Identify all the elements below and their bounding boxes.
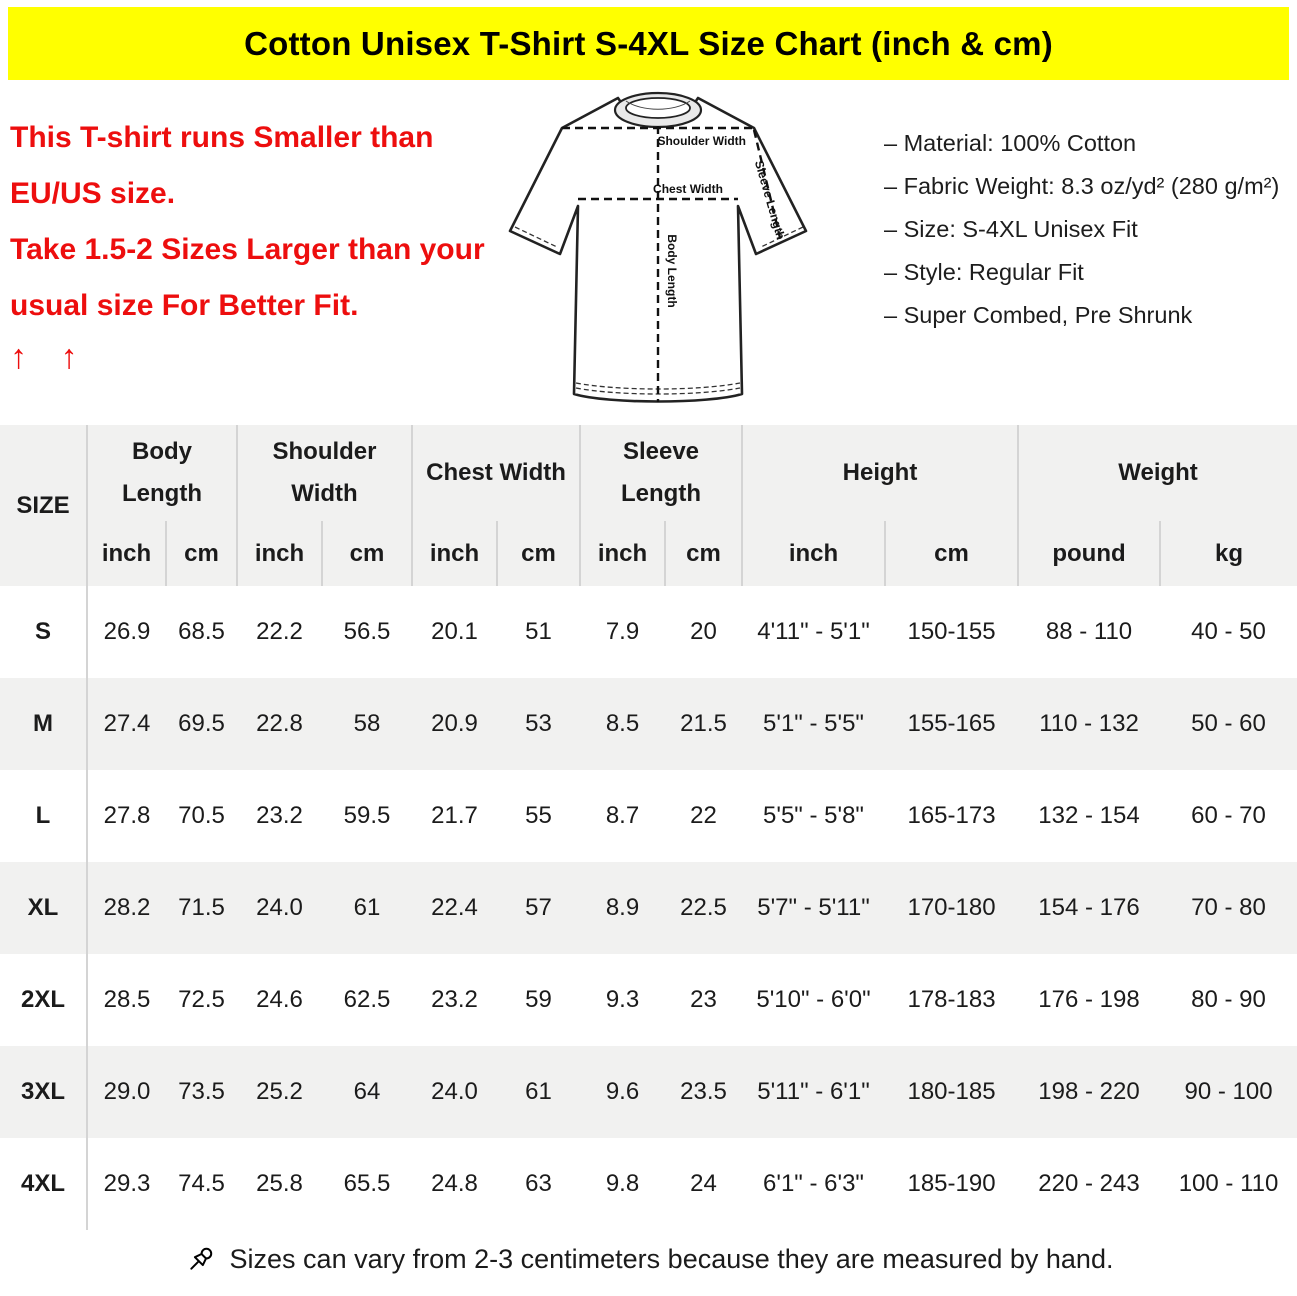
unit-header: inch (742, 521, 885, 586)
cell: 20 (690, 618, 717, 645)
unit-header: inch (87, 521, 166, 586)
table-row-4xl (0, 1138, 1297, 1230)
unit-header: pound (1018, 521, 1160, 586)
cell: 23.5 (680, 1078, 727, 1105)
spec-item-combed: – Super Combed, Pre Shrunk (884, 302, 1193, 328)
tshirt-measurement-diagram (498, 86, 820, 423)
body-length-label: Body Length (665, 234, 679, 308)
unit-header: cm (322, 521, 412, 586)
notice-line-2: Take 1.5-2 Sizes Larger than your usual size For Better Fit. (10, 233, 485, 322)
cell: 70 - 80 (1191, 894, 1266, 921)
cell: 7.9 (605, 618, 640, 645)
header-group-height: Height (742, 425, 1018, 521)
cell: 5'1" - 5'5" (763, 710, 864, 737)
cell: 8.5 (605, 710, 640, 737)
cell: 24.8 (431, 1170, 478, 1197)
cell: 59 (525, 986, 552, 1013)
header-group-body-length: Body Length (87, 425, 237, 521)
cell: 61 (353, 894, 381, 921)
cell: 24.0 (256, 894, 303, 921)
cell: 28.2 (103, 894, 151, 921)
cell: 185-190 (907, 1170, 996, 1197)
cell: 155-165 (907, 710, 996, 737)
cell: 4'11" - 5'1" (757, 618, 870, 645)
unit-header: cm (885, 521, 1018, 586)
cell: 24.0 (431, 1078, 478, 1105)
cell: 40 - 50 (1191, 618, 1266, 645)
cell: 22.4 (431, 894, 478, 921)
size-label: 2XL (0, 954, 87, 1046)
footnote-text: Sizes can vary from 2-3 centimeters because they are measured by hand. (229, 1244, 1114, 1274)
page-title: Cotton Unisex T-Shirt S-4XL Size Chart (inch & cm) (244, 24, 1053, 62)
collar-inner (626, 98, 690, 118)
chest-width-label: Chest Width (653, 182, 723, 196)
cell: 23.2 (431, 986, 478, 1013)
cell: 5'7" - 5'11" (757, 894, 870, 921)
table-row-s (0, 586, 1297, 678)
cell: 26.9 (103, 618, 151, 645)
cell: 5'11" - 6'1" (757, 1078, 870, 1105)
cell: 5'5" - 5'8" (763, 802, 864, 829)
size-label: S (0, 586, 87, 678)
cell: 69.5 (178, 710, 225, 737)
hero-section (0, 80, 1297, 425)
cell: 9.6 (605, 1078, 640, 1105)
unit-header: cm (665, 521, 742, 586)
cell: 68.5 (178, 618, 225, 645)
cell: 74.5 (178, 1170, 225, 1197)
size-label: XL (0, 862, 87, 954)
cell: 27.4 (103, 710, 151, 737)
cell: 154 - 176 (1038, 894, 1140, 921)
spec-item-fabric-weight: – Fabric Weight: 8.3 oz/yd² (280 g/m²) (884, 173, 1280, 199)
cell: 29.0 (103, 1078, 151, 1105)
cell: 24.6 (256, 986, 303, 1013)
tshirt-diagram-svg (498, 86, 820, 418)
cell: 63 (525, 1170, 552, 1197)
cell: 61 (525, 1078, 552, 1105)
size-label: M (0, 678, 87, 770)
cell: 21.5 (680, 710, 727, 737)
size-label: 3XL (0, 1046, 87, 1138)
header-group-shoulder-width: Shoulder Width (237, 425, 412, 521)
cell: 22.5 (680, 894, 727, 921)
header-group-weight: Weight (1018, 425, 1297, 521)
spec-item-size: – Size: S-4XL Unisex Fit (884, 216, 1138, 242)
cell: 25.8 (256, 1170, 303, 1197)
size-label: L (0, 770, 87, 862)
cell: 8.7 (605, 802, 640, 829)
cell: 53 (525, 710, 552, 737)
cell: 65.5 (343, 1170, 391, 1197)
cell: 22.2 (256, 618, 303, 645)
cell: 28.5 (103, 986, 151, 1013)
cell: 176 - 198 (1038, 986, 1140, 1013)
cell: 100 - 110 (1178, 1170, 1279, 1197)
cell: 22 (690, 802, 717, 829)
cell: 27.8 (103, 802, 151, 829)
cell: 25.2 (256, 1078, 303, 1105)
cell: 56.5 (343, 618, 391, 645)
cell: 71.5 (178, 894, 225, 921)
cell: 24 (690, 1170, 717, 1197)
cell: 58 (353, 710, 381, 737)
cell: 178-183 (907, 986, 996, 1013)
cell: 20.9 (431, 710, 478, 737)
cell: 21.7 (431, 802, 478, 829)
header-size: SIZE (0, 425, 87, 586)
size-chart-table (0, 425, 1297, 1230)
cell: 9.8 (605, 1170, 640, 1197)
unit-header: cm (497, 521, 580, 586)
cell: 73.5 (178, 1078, 225, 1105)
unit-header: inch (580, 521, 665, 586)
unit-header: cm (166, 521, 237, 586)
cell: 170-180 (907, 894, 996, 921)
cell: 51 (525, 618, 552, 645)
cell: 9.3 (605, 986, 640, 1013)
table-row-xl (0, 862, 1297, 954)
header-group-sleeve-length: Sleeve Length (580, 425, 742, 521)
unit-header: kg (1160, 521, 1297, 586)
title-banner (8, 7, 1289, 80)
product-specs-list (884, 122, 1292, 337)
unit-header: inch (237, 521, 322, 586)
table-row-m (0, 678, 1297, 770)
cell: 23.2 (256, 802, 303, 829)
cell: 180-185 (907, 1078, 996, 1105)
cell: 220 - 243 (1038, 1170, 1140, 1197)
cell: 60 - 70 (1191, 802, 1266, 829)
header-group-chest-width: Chest Width (412, 425, 580, 521)
cell: 165-173 (907, 802, 996, 829)
cell: 50 - 60 (1191, 710, 1266, 737)
cell: 55 (525, 802, 552, 829)
cell: 198 - 220 (1038, 1078, 1140, 1105)
spec-item-style: – Style: Regular Fit (884, 259, 1084, 285)
up-arrows-icon: ↑ ↑ (10, 338, 90, 376)
cell: 59.5 (343, 802, 391, 829)
notice-line-1: This T-shirt runs Smaller than EU/US size. (10, 121, 434, 210)
cell: 29.3 (103, 1170, 151, 1197)
cell: 150-155 (907, 618, 996, 645)
footnote (0, 1230, 1297, 1289)
cell: 6'1" - 6'3" (763, 1170, 864, 1197)
pushpin-icon (184, 1244, 216, 1276)
cell: 22.8 (256, 710, 303, 737)
cell: 64 (353, 1078, 381, 1105)
cell: 62.5 (343, 986, 391, 1013)
cell: 80 - 90 (1191, 986, 1266, 1013)
cell: 8.9 (605, 894, 640, 921)
cell: 110 - 132 (1039, 710, 1139, 737)
sizing-notice (10, 110, 504, 380)
table-row-2xl (0, 954, 1297, 1046)
table-row-l (0, 770, 1297, 862)
unit-header: inch (412, 521, 497, 586)
cell: 5'10" - 6'0" (756, 986, 871, 1013)
cell: 70.5 (178, 802, 225, 829)
cell: 20.1 (431, 618, 478, 645)
cell: 90 - 100 (1184, 1078, 1273, 1105)
spec-item-material: – Material: 100% Cotton (884, 130, 1137, 156)
cell: 72.5 (178, 986, 225, 1013)
cell: 23 (690, 986, 717, 1013)
table-row-3xl (0, 1046, 1297, 1138)
cell: 88 - 110 (1045, 618, 1133, 645)
cell: 57 (525, 894, 552, 921)
cell: 132 - 154 (1038, 802, 1140, 829)
shoulder-width-label: Shoulder Width (657, 134, 746, 148)
size-label: 4XL (0, 1138, 87, 1230)
sleeve-length-label: Sleeve Length (751, 158, 788, 241)
